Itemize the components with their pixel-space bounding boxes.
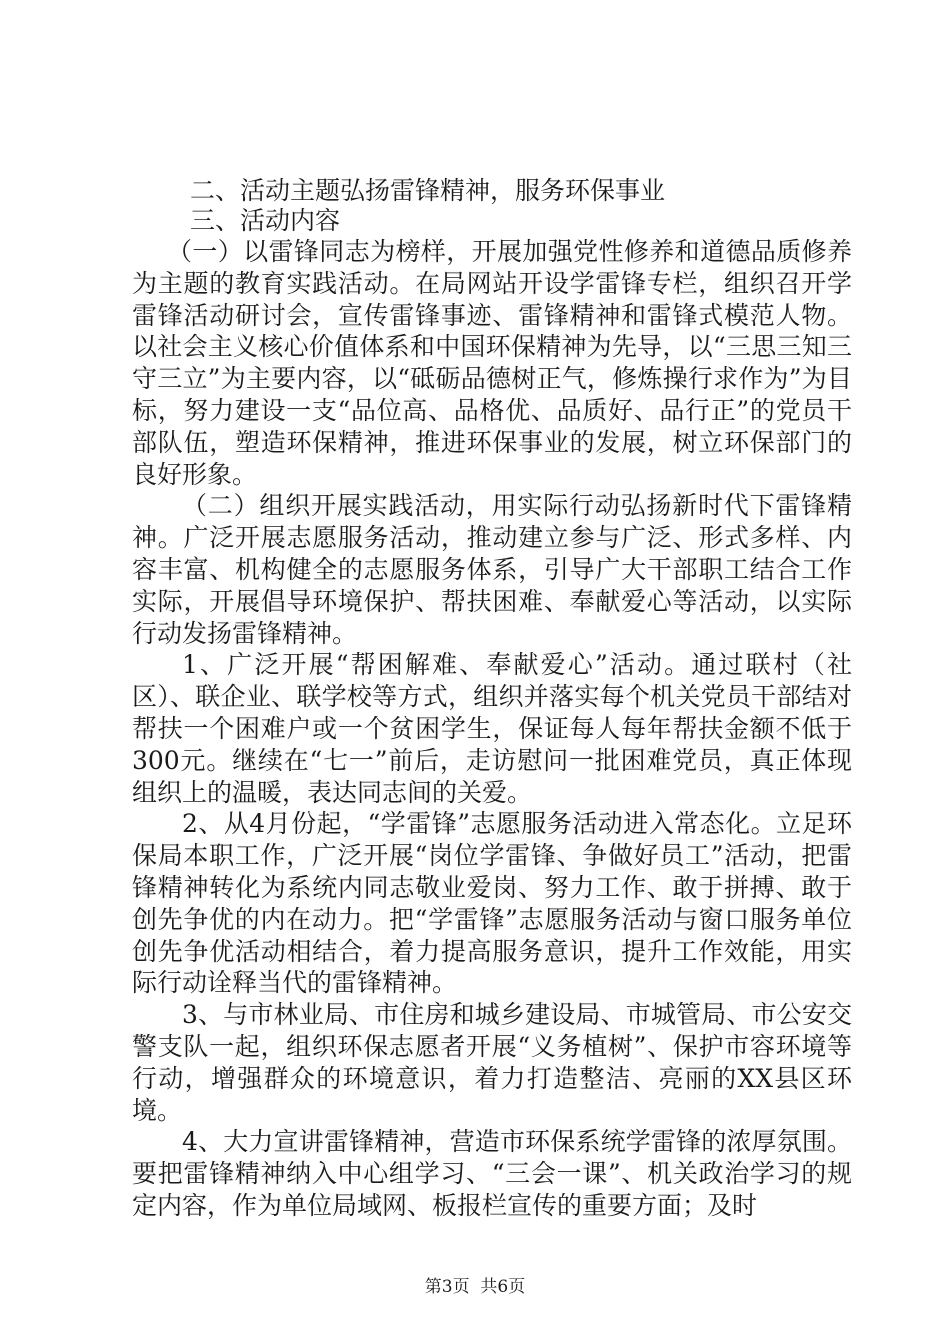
section-heading-content: 三、活动内容: [190, 206, 341, 235]
paragraph-5: 3、与市林业局、市住房和城乡建设局、市城管局、市公安交警支队一起，组织环保志愿者开展“义务植树”、保护市容环境等行动，增强群众的环境意识，着力打造整洁、亮丽的XX县区环境。: [132, 1000, 852, 1125]
document-body: [132, 176, 852, 1222]
paragraph-1: （一）以雷锋同志为榜样，开展加强党性修养和道德品质修养为主题的教育实践活动。在局网站开设学雷锋专栏，组织召开学雷锋活动研讨会，宣传雷锋事迹、雷锋精神和雷锋式模范人物。以社会主义核心价值体系和中国环保精神为先导，以“三思三知三守三立”为主要内容，以“砥砺品德树正气，修炼操行求作为”为目标，努力建设一支“品位高、品格优、品质好、品行正”的党员干部队伍，塑造环保精神，推进环保事业的发展，树立环保部门的良好形象。: [132, 237, 852, 489]
paragraph-4: 2、从4月份起，“学雷锋”志愿服务活动进入常态化。立足环保局本职工作，广泛开展“岗位学雷锋、争做好员工”活动，把雷锋精神转化为系统内同志敬业爱岗、努力工作、敢于拼搏、敢于创先争优的内在动力。把“学雷锋”志愿服务活动与窗口服务单位创先争优活动相结合，着力提高服务意识，提升工作效能，用实际行动诠释当代的雷锋精神。: [132, 809, 852, 998]
paragraph-2: （二）组织开展实践活动，用实际行动弘扬新时代下雷锋精神。广泛开展志愿服务活动，推动建立参与广泛、形式多样、内容丰富、机构健全的志愿服务体系，引导广大干部职工结合工作实际，开展倡导环境保护、帮扶困难、奉献爱心等活动，以实际行动发扬雷锋精神。: [132, 491, 852, 648]
paragraph-6: 4、大力宣讲雷锋精神，营造市环保系统学雷锋的浓厚氛围。要把雷锋精神纳入中心组学习、“三会一课”、机关政治学习的规定内容，作为单位局域网、板报栏宣传的重要方面；及时: [132, 1127, 852, 1220]
section-heading-theme: 二、活动主题弘扬雷锋精神，服务环保事业: [190, 176, 666, 205]
paragraph-3: 1、广泛开展“帮困解难、奉献爱心”活动。通过联村（社区）、联企业、联学校等方式，组织并落实每个机关党员干部结对帮扶一个困难户或一个贫困学生，保证每人每年帮扶金额不低于300元。继续在“七一”前后，走访慰问一批困难党员，真正体现组织上的温暖，表达同志间的关爱。: [132, 650, 852, 807]
page-number: 第3页 共6页: [424, 1277, 526, 1297]
